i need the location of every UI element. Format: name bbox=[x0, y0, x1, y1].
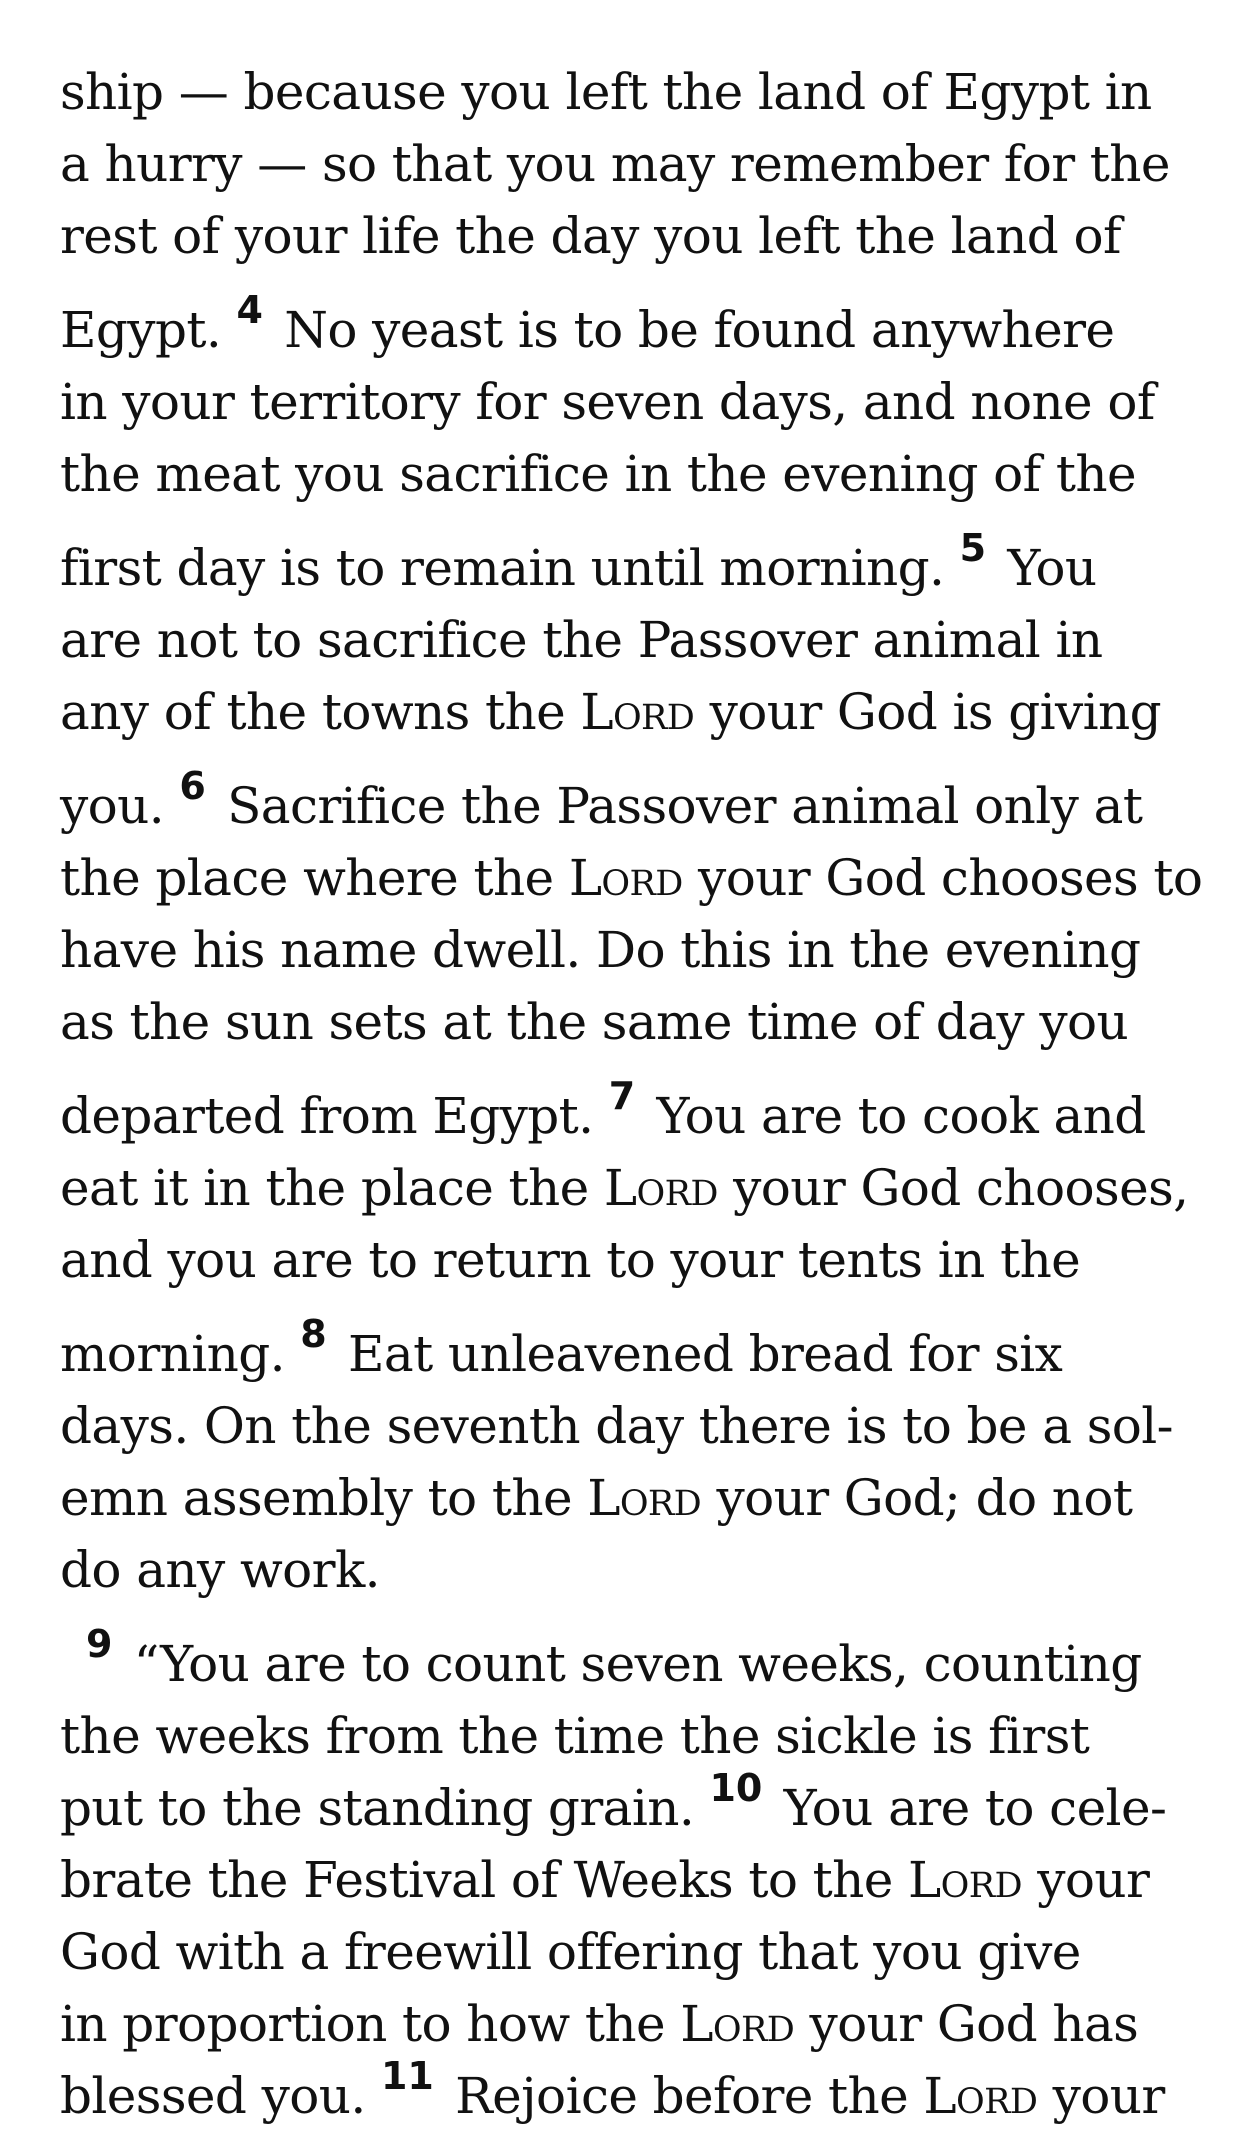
text-line: as the sun sets at the same time of day you bbox=[60, 993, 1129, 1051]
text-line bbox=[60, 1058, 1200, 1152]
text-segment: “You are to count seven weeks, counting bbox=[118, 1635, 1142, 1693]
text-line bbox=[60, 748, 1200, 842]
text-line: the meat you sacrifice in the evening of the bbox=[60, 445, 1136, 503]
verse-number: 10 bbox=[709, 1766, 763, 1810]
reading-pane bbox=[60, 56, 1203, 2132]
divine-name: Lord bbox=[908, 1851, 1022, 1909]
text-segment: your God chooses, bbox=[717, 1159, 1189, 1217]
text-segment: You are to cele- bbox=[768, 1779, 1167, 1837]
text-segment: your God chooses to bbox=[682, 849, 1203, 907]
text-line bbox=[60, 272, 1200, 366]
text-segment: your God; do not bbox=[701, 1469, 1133, 1527]
text-line bbox=[60, 1988, 1200, 2060]
text-line bbox=[60, 1462, 1200, 1534]
text-line bbox=[60, 842, 1203, 914]
text-segment: your God has bbox=[794, 1995, 1139, 2053]
verse-number: 11 bbox=[380, 2054, 434, 2098]
divine-name: Lord bbox=[587, 1469, 702, 1527]
text-line: a hurry — so that you may remember for the bbox=[60, 135, 1170, 193]
text-line bbox=[60, 1606, 1200, 1700]
text-line bbox=[60, 1296, 1200, 1390]
text-line bbox=[60, 1766, 1200, 1844]
text-segment: first day is to remain until morning. bbox=[60, 539, 960, 597]
divine-name: Lord bbox=[568, 849, 683, 907]
text-segment: eat it in the place the bbox=[60, 1159, 604, 1217]
text-line bbox=[60, 2054, 1200, 2132]
text-segment: Sacrifice the Passover animal only at bbox=[211, 777, 1143, 835]
verse-number: 9 bbox=[86, 1622, 113, 1666]
text-line bbox=[60, 676, 1200, 748]
text-segment: departed from Egypt. bbox=[60, 1087, 609, 1145]
divine-name: Lord bbox=[580, 683, 695, 741]
verse-number: 4 bbox=[236, 288, 263, 332]
text-line: the weeks from the time the sickle is first bbox=[60, 1707, 1090, 1765]
text-line bbox=[60, 1152, 1200, 1224]
text-segment: You bbox=[992, 539, 1097, 597]
text-segment: any of the towns the bbox=[60, 683, 581, 741]
text-segment: put to the standing grain. bbox=[60, 1779, 710, 1837]
text-line: do any work. bbox=[60, 1541, 380, 1599]
text-line: rest of your life the day you left the land of bbox=[60, 207, 1121, 265]
text-segment: blessed you. bbox=[60, 2067, 381, 2125]
text-line: ship — because you left the land of Egypt in bbox=[60, 63, 1152, 121]
text-line bbox=[60, 1844, 1200, 1916]
text-segment: your bbox=[1037, 2067, 1165, 2125]
text-segment: No yeast is to be found anywhere bbox=[268, 301, 1115, 359]
text-line: God with a freewill offering that you give bbox=[60, 1923, 1081, 1981]
verse-number: 6 bbox=[179, 764, 206, 808]
text-line bbox=[60, 510, 1200, 604]
divine-name: Lord bbox=[603, 1159, 718, 1217]
verse-number: 8 bbox=[300, 1312, 327, 1356]
text-segment: Rejoice before the bbox=[439, 2067, 924, 2125]
text-segment: the place where the bbox=[60, 849, 569, 907]
text-segment: your God is giving bbox=[694, 683, 1162, 741]
text-segment: emn assembly to the bbox=[60, 1469, 588, 1527]
text-segment: brate the Festival of Weeks to the bbox=[60, 1851, 909, 1909]
text-segment: Egypt. bbox=[60, 301, 237, 359]
verse-number: 5 bbox=[959, 526, 987, 570]
text-segment: morning. bbox=[60, 1325, 301, 1383]
text-line: and you are to return to your tents in the bbox=[60, 1231, 1081, 1289]
divine-name: Lord bbox=[680, 1995, 795, 2053]
text-segment: in proportion to how the bbox=[60, 1995, 681, 2053]
text-line: are not to sacrifice the Passover animal in bbox=[60, 611, 1103, 669]
text-segment: you. bbox=[60, 777, 180, 835]
text-segment: your bbox=[1021, 1851, 1150, 1909]
text-segment: You are to cook and bbox=[641, 1087, 1146, 1145]
verse-number: 7 bbox=[608, 1074, 636, 1118]
divine-name: Lord bbox=[923, 2067, 1038, 2125]
text-segment: Eat unleavened bread for six bbox=[332, 1325, 1063, 1383]
text-line: have his name dwell. Do this in the evening bbox=[60, 921, 1141, 979]
text-line: in your territory for seven days, and none of bbox=[60, 373, 1155, 431]
text-line: days. On the seventh day there is to be a sol- bbox=[60, 1397, 1173, 1455]
